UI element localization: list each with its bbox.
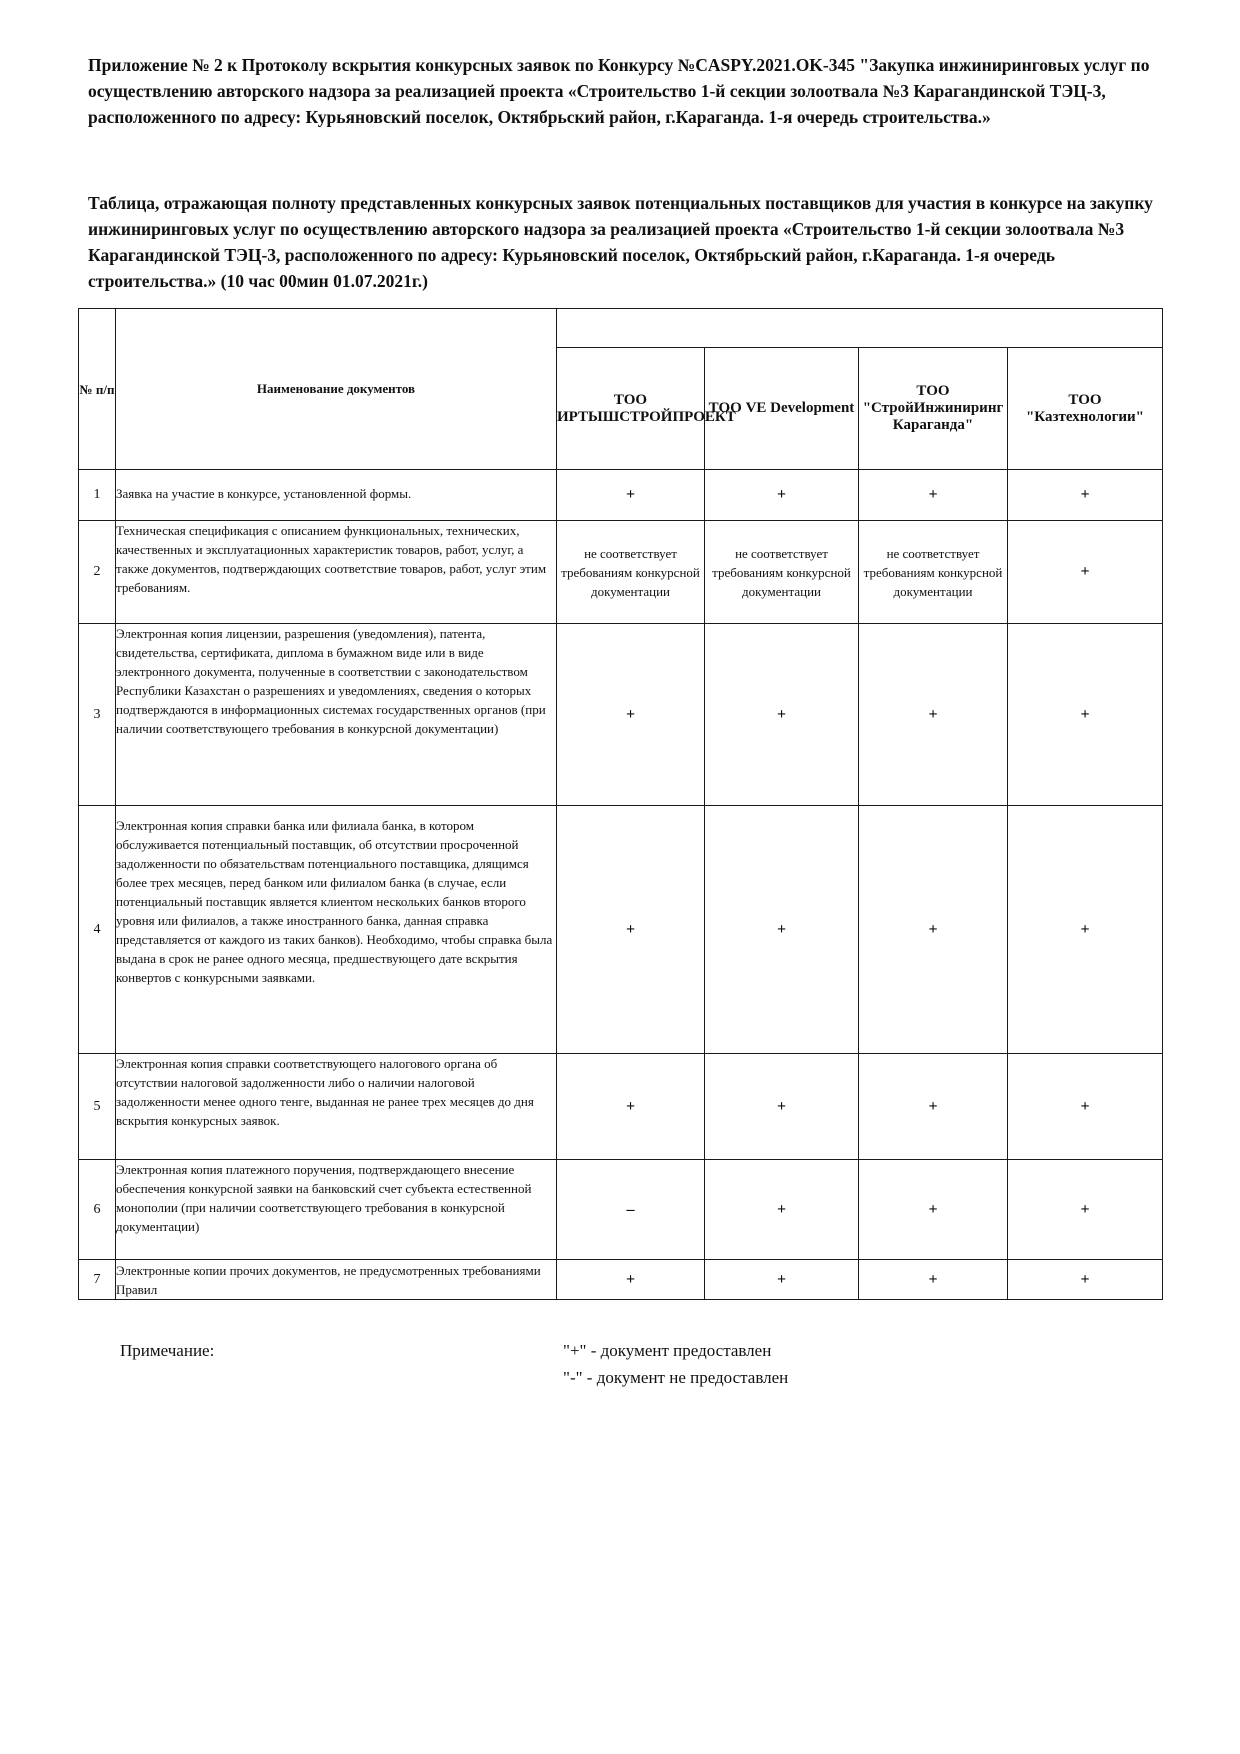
mark-cell: + <box>859 1160 1008 1260</box>
mark-cell: + <box>557 470 705 521</box>
mark-cell: + <box>557 1260 705 1300</box>
mark-cell: не соответствует требованиям конкурсной документации <box>859 521 1008 624</box>
mark-cell: + <box>859 1260 1008 1300</box>
row-number: 2 <box>79 521 116 624</box>
row-number: 1 <box>79 470 116 521</box>
mark-cell: + <box>859 1054 1008 1160</box>
row-number: 7 <box>79 1260 116 1300</box>
mark-cell: + <box>859 806 1008 1054</box>
mark-cell: + <box>859 470 1008 521</box>
mark-cell: – <box>557 1160 705 1260</box>
column-header-number: № п/п <box>79 309 116 470</box>
mark-cell: + <box>705 1260 859 1300</box>
mark-cell: + <box>1008 1160 1163 1260</box>
supplier-header: ТОО "Казтехнологии" <box>1008 348 1163 470</box>
row-number: 4 <box>79 806 116 1054</box>
documents-table <box>78 308 1163 1300</box>
table-row <box>79 1054 1163 1160</box>
table-row <box>79 521 1163 624</box>
table-row <box>79 624 1163 806</box>
document-name: Электронная копия платежного поручения, подтверждающего внесение обеспечения конкурсной заявки на банковский счет субъекта естественной монополии (при наличии соответствующего требования в конкурсной документации) <box>116 1160 557 1260</box>
suppliers-group-header <box>557 309 1163 348</box>
mark-cell: не соответствует требованиям конкурсной документации <box>557 521 705 624</box>
header-row-top <box>79 309 1163 348</box>
mark-cell: + <box>1008 470 1163 521</box>
row-number: 6 <box>79 1160 116 1260</box>
row-number: 5 <box>79 1054 116 1160</box>
document-name: Заявка на участие в конкурсе, установленной формы. <box>116 470 557 521</box>
mark-cell: + <box>557 806 705 1054</box>
table-row <box>79 470 1163 521</box>
document-name: Электронная копия справки соответствующего налогового органа об отсутствии налоговой задолженности либо о наличии налоговой задолженности менее одного тенге, выданная не ранее трех месяцев до дня вскрытия конкурсных заявок. <box>116 1054 557 1160</box>
mark-cell: + <box>1008 806 1163 1054</box>
supplier-header: ТОО ИРТЫШСТРОЙПРОЕКТ <box>557 348 705 470</box>
mark-cell: + <box>1008 1054 1163 1160</box>
note-label: Примечание: <box>120 1341 215 1360</box>
table-row <box>79 1160 1163 1260</box>
mark-cell: + <box>557 1054 705 1160</box>
table-row <box>79 806 1163 1054</box>
column-header-documents: Наименование документов <box>116 309 557 470</box>
row-number: 3 <box>79 624 116 806</box>
document-name: Техническая спецификация с описанием функциональных, технических, качественных и эксплуатационных характеристик товаров, работ, услуг, а также документов, подтверждающих соответствие товаров, работ, услуг этим требованиям. <box>116 521 557 624</box>
mark-cell: + <box>705 624 859 806</box>
mark-cell: + <box>705 806 859 1054</box>
document-name: Электронные копии прочих документов, не предусмотренных требованиями Правил <box>116 1260 557 1300</box>
supplier-header: ТОО VE Development <box>705 348 859 470</box>
table-title: Таблица, отражающая полноту представленных конкурсных заявок потенциальных поставщиков для участия в конкурсе на закупку инжиниринговых услуг по осуществлению авторского надзора за реализацией проекта «Строительство 1-й секции золоотвала №3 Карагандинской ТЭЦ-3, расположенного по адресу: Курьяновский поселок, Октябрьский район, г.Караганда. 1-я очередь строительства.» (10 час 00мин 01.07.2021г.) <box>88 193 1153 291</box>
document-name: Электронная копия справки банка или филиала банка, в котором обслуживается потенциальный поставщик, об отсутствии просроченной задолженности по обязательствам потенциального поставщика, длящимся более трех месяцев, перед банком или филиалом банка (в случае, если потенциальный поставщик является клиентом нескольких банков второго уровня или филиалов, а также иностранного банка, данная справка представляется от каждого из таких банков). Необходимо, чтобы справка была выдана в срок не ранее одного месяца, предшествующего дате вскрытия конвертов с конкурсными заявками. <box>116 806 557 1054</box>
document-name: Электронная копия лицензии, разрешения (уведомления), патента, свидетельства, сертификата, диплома в бумажном виде или в виде электронного документа, полученные в соответствии с законодательством Республики Казахстан о разрешениях и уведомлениях, сведения о которых подтверждаются в информационных системах государственных органов (при наличии соответствующего требования в конкурсной документации) <box>116 624 557 806</box>
mark-cell: + <box>557 624 705 806</box>
legend-minus: "-" - документ не предоставлен <box>563 1368 789 1387</box>
mark-cell: + <box>705 1054 859 1160</box>
mark-cell: + <box>705 470 859 521</box>
mark-cell: + <box>859 624 1008 806</box>
legend-plus: "+" - документ предоставлен <box>563 1341 772 1360</box>
mark-cell: + <box>1008 624 1163 806</box>
mark-cell: не соответствует требованиям конкурсной документации <box>705 521 859 624</box>
mark-cell: + <box>705 1160 859 1260</box>
table-row <box>79 1260 1163 1300</box>
appendix-title: Приложение № 2 к Протоколу вскрытия конкурсных заявок по Конкурсу №CASPY.2021.OK-345 "Закупка инжиниринговых услуг по осуществлению авторского надзора за реализацией проекта «Строительство 1-й секции золоотвала №3 Карагандинской ТЭЦ-3, расположенного по адресу: Курьяновский поселок, Октябрьский район, г.Караганда. 1-я очередь строительства.» <box>88 55 1150 127</box>
supplier-header: ТОО "СтройИнжиниринг Караганда" <box>859 348 1008 470</box>
mark-cell: + <box>1008 521 1163 624</box>
mark-cell: + <box>1008 1260 1163 1300</box>
